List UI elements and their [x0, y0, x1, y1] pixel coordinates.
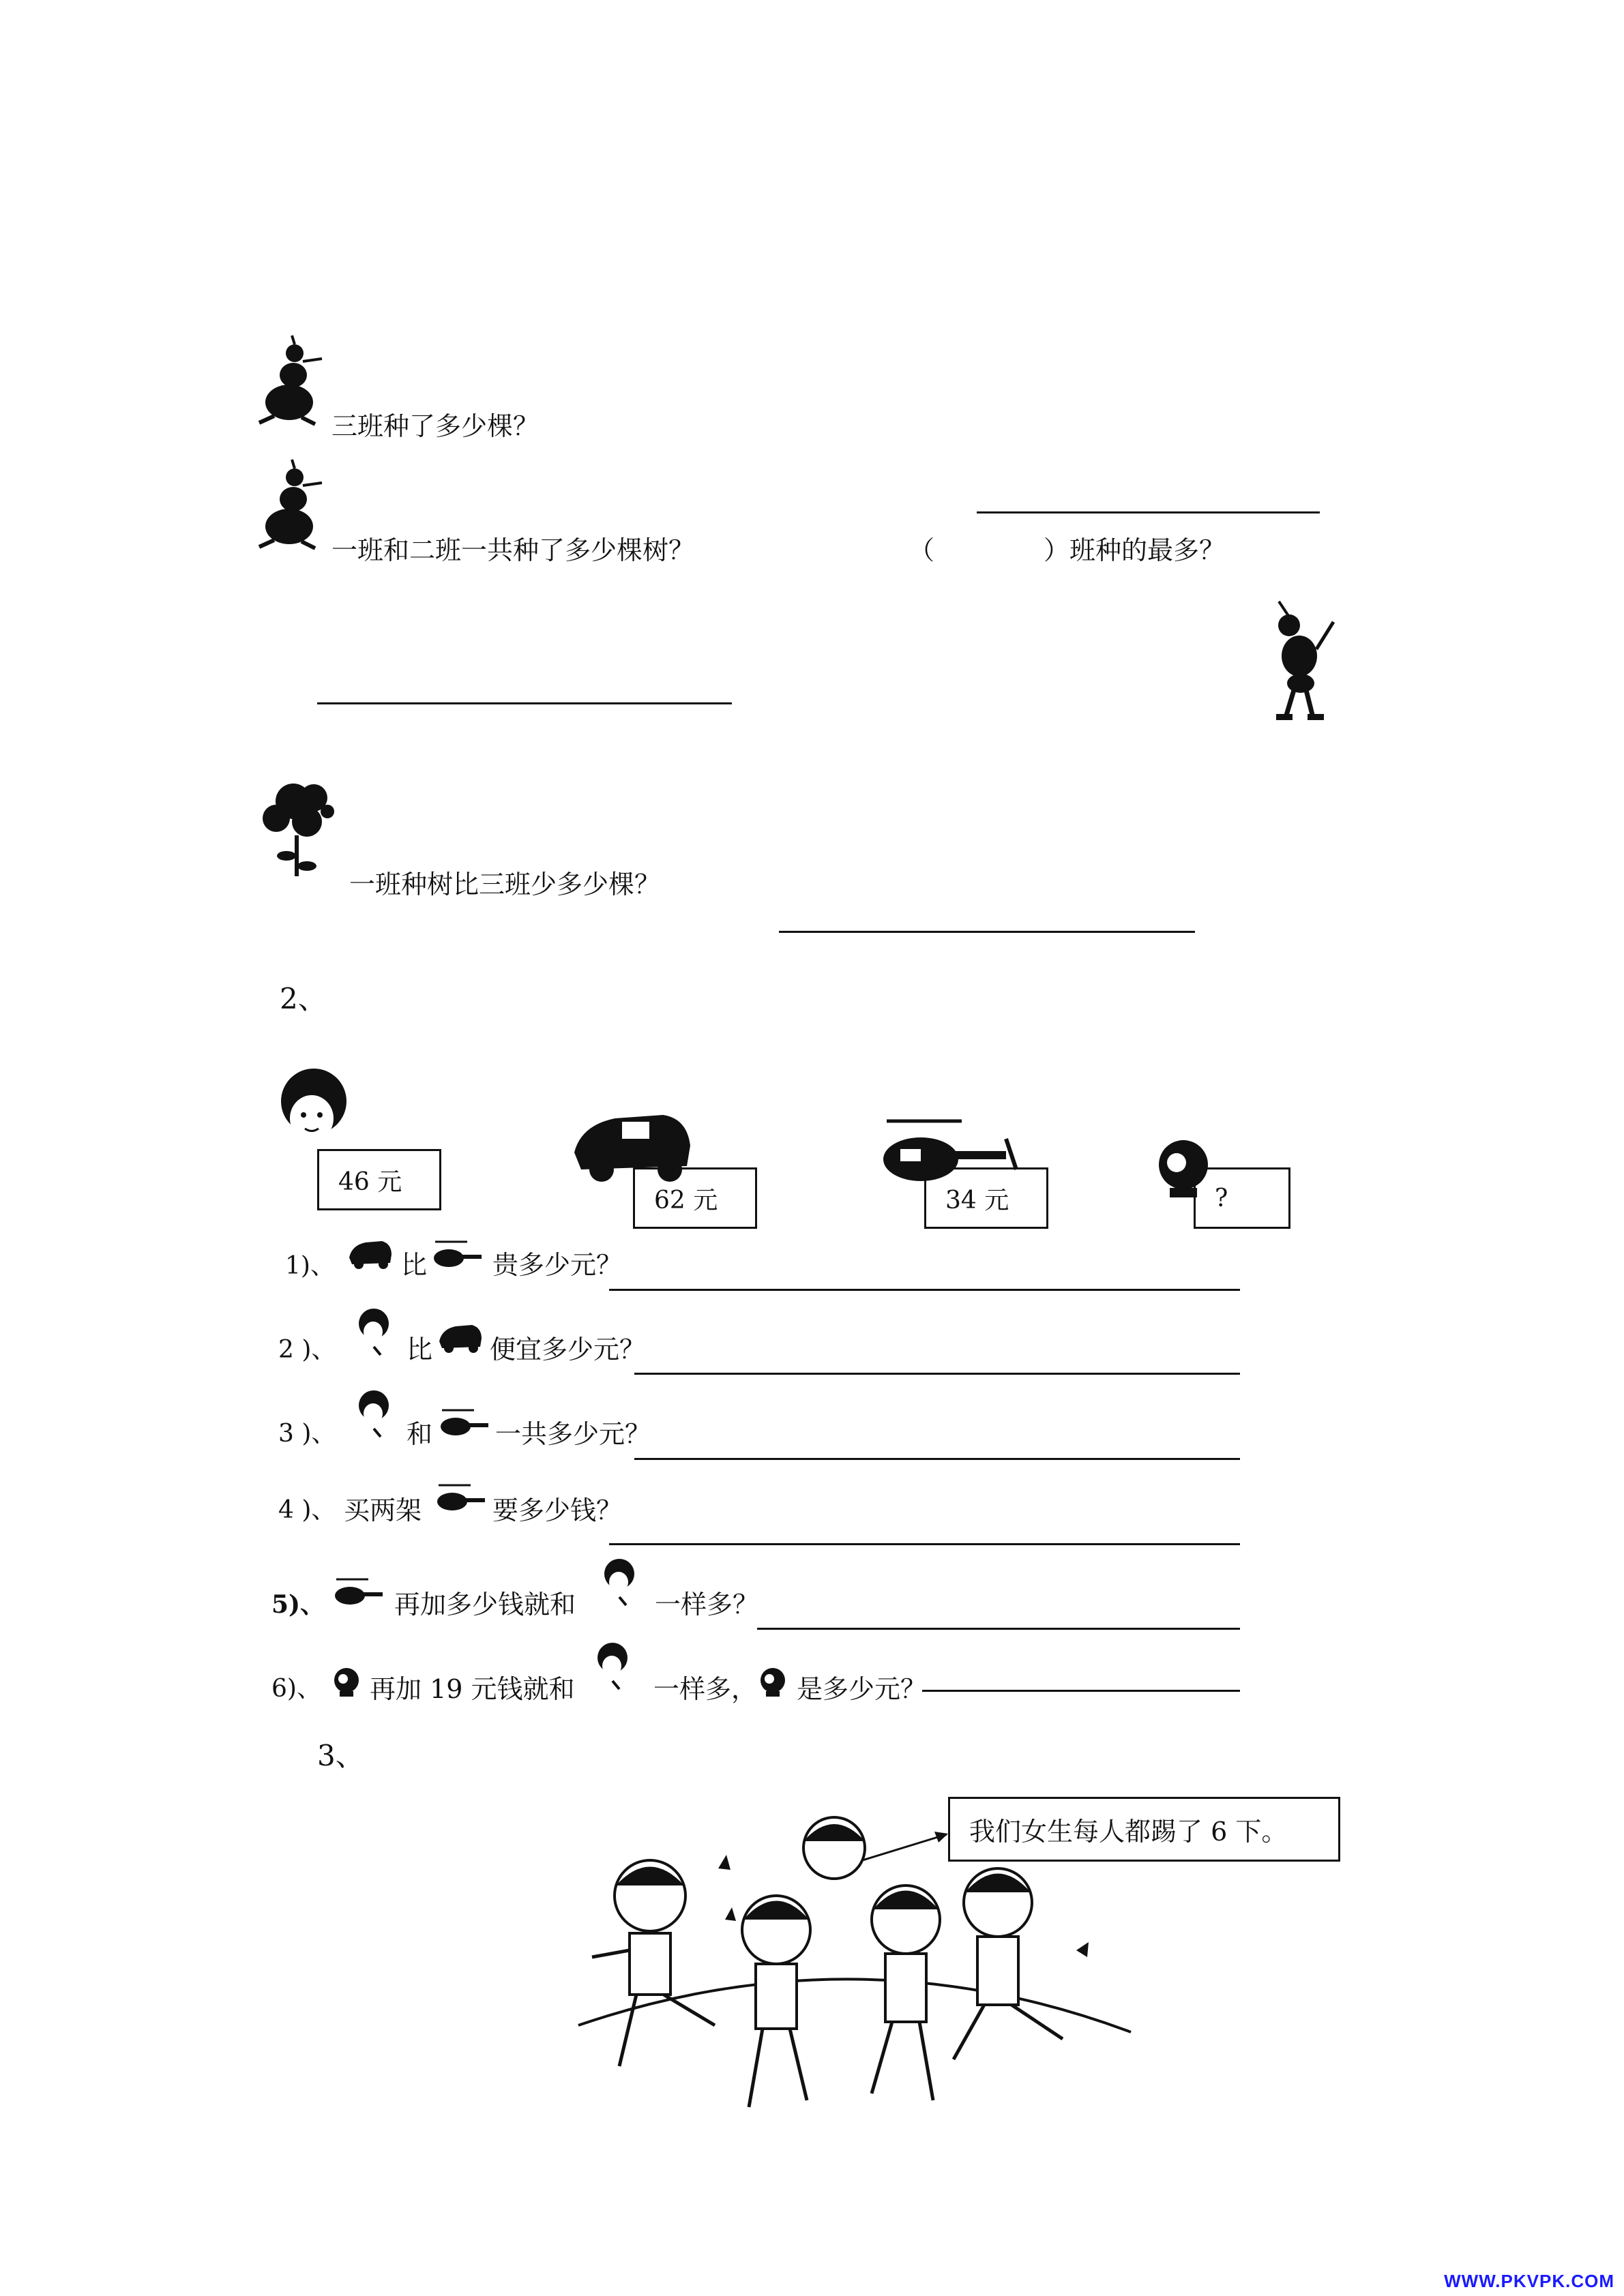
flower-icon [252, 774, 348, 886]
question-text: 买两架 [344, 1495, 422, 1525]
question-number: 1)、 [285, 1252, 335, 1280]
question-text: 再加 19 元钱就和 [370, 1674, 575, 1704]
ant-icon [247, 334, 329, 430]
answer-line[interactable] [634, 1458, 1240, 1460]
speech-box: 我们女生每人都踢了 6 下。 [948, 1797, 1340, 1862]
answer-line[interactable] [609, 1543, 1240, 1545]
price-box-unknown: ? [1194, 1167, 1290, 1229]
question-most-trees: ）班种的最多？ [1044, 535, 1226, 565]
ant-icon [247, 458, 329, 554]
answer-line[interactable] [977, 511, 1320, 513]
price-box-helicopter: 34 元 [924, 1167, 1048, 1229]
question-number: 5)、 [271, 1590, 325, 1619]
answer-line[interactable] [779, 931, 1195, 933]
doll-small-icon [592, 1640, 633, 1695]
answer-line[interactable] [317, 702, 732, 704]
question-number: 6)、 [271, 1675, 321, 1703]
question-number: 4 )、 [278, 1496, 336, 1524]
doll-small-icon [599, 1556, 640, 1611]
question-text: 是多少元？ [797, 1674, 927, 1704]
helicopter-small-icon [331, 1575, 389, 1609]
price-box-doll: 46 元 [317, 1149, 441, 1210]
toy-car-small-icon [346, 1236, 394, 1270]
question-text: 要多少钱？ [492, 1495, 623, 1525]
question-text: 再加多少钱就和 [394, 1590, 576, 1620]
question-class1-vs-class3: 一班种树比三班少多少棵？ [349, 869, 661, 899]
question-class1-2-total: 一班和二班一共种了多少棵树？ [331, 535, 695, 565]
helicopter-small-icon [433, 1481, 491, 1515]
answer-line[interactable] [757, 1628, 1240, 1630]
answer-line[interactable] [634, 1373, 1240, 1375]
answer-line[interactable] [922, 1690, 1240, 1692]
question-text: 贵多少元？ [492, 1250, 623, 1280]
paren-open: （ [909, 535, 935, 565]
question-text: 和 [407, 1419, 433, 1449]
question-text: 一样多？ [655, 1590, 759, 1620]
toy-animal-small-icon [756, 1664, 790, 1701]
question-text: 比 [401, 1250, 428, 1280]
question-number: 3 )、 [278, 1420, 336, 1448]
doll-small-icon [353, 1306, 394, 1360]
question-class3-count: 三班种了多少棵？ [331, 411, 540, 441]
question-text: 一样多， [653, 1674, 758, 1704]
doll-small-icon [353, 1388, 394, 1442]
answer-line[interactable] [609, 1289, 1240, 1291]
section-number-2: 2、 [280, 982, 327, 1015]
helicopter-small-icon [430, 1238, 488, 1272]
children-shuttlecock-illustration [572, 1800, 1138, 2128]
helicopter-small-icon [437, 1406, 494, 1440]
ant-standing-icon [1258, 595, 1340, 724]
footer-watermark: WWW.PKVPK.COM [1444, 2271, 1614, 2291]
toy-animal-small-icon [329, 1664, 364, 1701]
toy-car-small-icon [437, 1320, 484, 1354]
section-number-3: 3、 [317, 1739, 364, 1772]
question-text: 便宜多少元？ [490, 1335, 646, 1365]
question-number: 2 )、 [278, 1336, 336, 1364]
question-text: 比 [407, 1335, 433, 1365]
price-box-car: 62 元 [633, 1167, 757, 1229]
question-text: 一共多少元？ [495, 1419, 651, 1449]
